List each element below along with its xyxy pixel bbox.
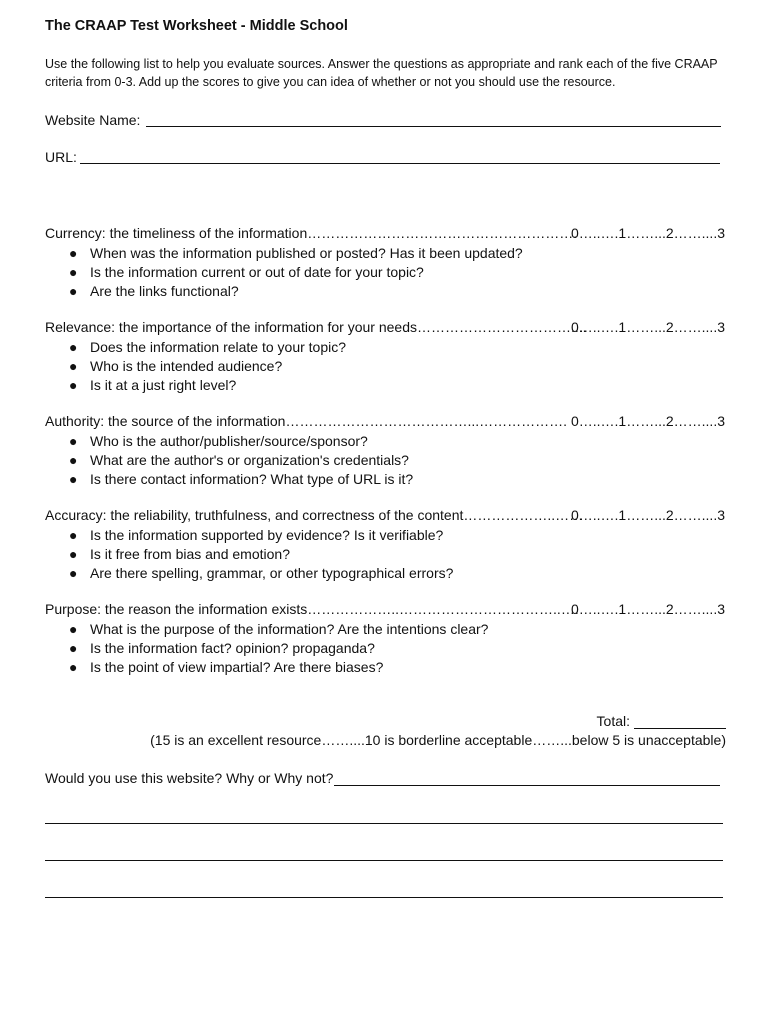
total-field[interactable] (634, 714, 726, 729)
bullet-icon: ● (69, 264, 78, 280)
question-text: What are the author's or organization's credentials? (90, 452, 409, 468)
answer-line[interactable] (334, 785, 720, 786)
url-field[interactable] (80, 163, 720, 164)
list-item (45, 244, 725, 263)
question-text: When was the information published or posted? Has it been updated? (90, 245, 523, 261)
list-item (45, 432, 725, 451)
criterion-currency (45, 225, 725, 301)
final-question-label: Would you use this website? Why or Why not? (45, 770, 334, 786)
criterion-accuracy (45, 507, 725, 583)
rating-scale[interactable]: 0…..….1……...2……....3 (570, 413, 725, 429)
question-text: Are there spelling, grammar, or other typographical errors? (90, 565, 454, 581)
bullet-icon: ● (69, 621, 78, 637)
bullet-icon: ● (69, 452, 78, 468)
bullet-icon: ● (69, 546, 78, 562)
list-item (45, 263, 725, 282)
question-text: Is the information current or out of date for your topic? (90, 264, 424, 280)
criterion-label: Authority: the source of the information…………………………………...………………. (45, 413, 568, 429)
criterion-authority (45, 413, 725, 489)
list-item (45, 620, 725, 639)
list-item (45, 658, 725, 677)
answer-line[interactable] (45, 823, 723, 824)
list-item (45, 564, 725, 583)
question-text: Who is the intended audience? (90, 358, 283, 374)
bullet-icon: ● (69, 659, 78, 675)
total-score (597, 713, 726, 729)
question-text: Is it at a just right level? (90, 377, 237, 393)
score-legend: (15 is an excellent resource……....10 is borderline acceptable……...below 5 is unacceptable) (150, 732, 726, 748)
rating-scale[interactable]: 0…..….1……...2……....3 (570, 319, 725, 335)
list-item (45, 545, 725, 564)
url-label: URL: (45, 149, 77, 165)
bullet-icon: ● (69, 527, 78, 543)
bullet-icon: ● (69, 377, 78, 393)
question-text: What is the purpose of the information? Are the intentions clear? (90, 621, 489, 637)
bullet-icon: ● (69, 640, 78, 656)
rating-scale[interactable]: 0…..….1……...2……....3 (570, 507, 725, 523)
criterion-relevance (45, 319, 725, 395)
criterion-label: Currency: the timeliness of the information…………………………………………………. (45, 225, 578, 241)
total-label: Total: (596, 713, 630, 729)
list-item (45, 526, 725, 545)
bullet-icon: ● (69, 471, 78, 487)
answer-line[interactable] (45, 860, 723, 861)
list-item (45, 451, 725, 470)
intro-instructions: Use the following list to help you evaluate sources. Answer the questions as appropriate and rank each of the five CRAAP criteria from 0-3. Add up the scores to give you can idea of whether or not you should use the resource. (45, 57, 718, 89)
question-text: Is there contact information? What type of URL is it? (90, 471, 414, 487)
question-text: Are the links functional? (90, 283, 239, 299)
bullet-icon: ● (69, 565, 78, 581)
website-name-label: Website Name: (45, 112, 141, 128)
question-text: Does the information relate to your topic? (90, 339, 347, 355)
list-item (45, 376, 725, 395)
list-item (45, 470, 725, 489)
question-text: Who is the author/publisher/source/sponsor? (90, 433, 368, 449)
answer-line[interactable] (45, 897, 723, 898)
bullet-icon: ● (69, 339, 78, 355)
criterion-label: Accuracy: the reliability, truthfulness, and correctness of the content………………..…… (45, 507, 584, 523)
question-text: Is the information fact? opinion? propaganda? (90, 640, 375, 656)
bullet-icon: ● (69, 433, 78, 449)
list-item (45, 282, 725, 301)
bullet-icon: ● (69, 283, 78, 299)
bullet-icon: ● (69, 245, 78, 261)
rating-scale[interactable]: 0…..….1……...2……....3 (570, 225, 725, 241)
list-item (45, 357, 725, 376)
worksheet-title: The CRAAP Test Worksheet - Middle School (45, 18, 348, 34)
question-text: Is the information supported by evidence? Is it verifiable? (90, 527, 444, 543)
question-text: Is the point of view impartial? Are there biases? (90, 659, 384, 675)
criterion-label: Relevance: the importance of the information for your needs…………………………….... (45, 319, 587, 335)
bullet-icon: ● (69, 358, 78, 374)
website-name-field[interactable] (146, 126, 721, 127)
list-item (45, 338, 725, 357)
criterion-label: Purpose: the reason the information exists………………..……………………………..…. (45, 601, 579, 617)
list-item (45, 639, 725, 658)
criterion-purpose (45, 601, 725, 677)
question-text: Is it free from bias and emotion? (90, 546, 290, 562)
rating-scale[interactable]: 0…..….1……...2……....3 (570, 601, 725, 617)
